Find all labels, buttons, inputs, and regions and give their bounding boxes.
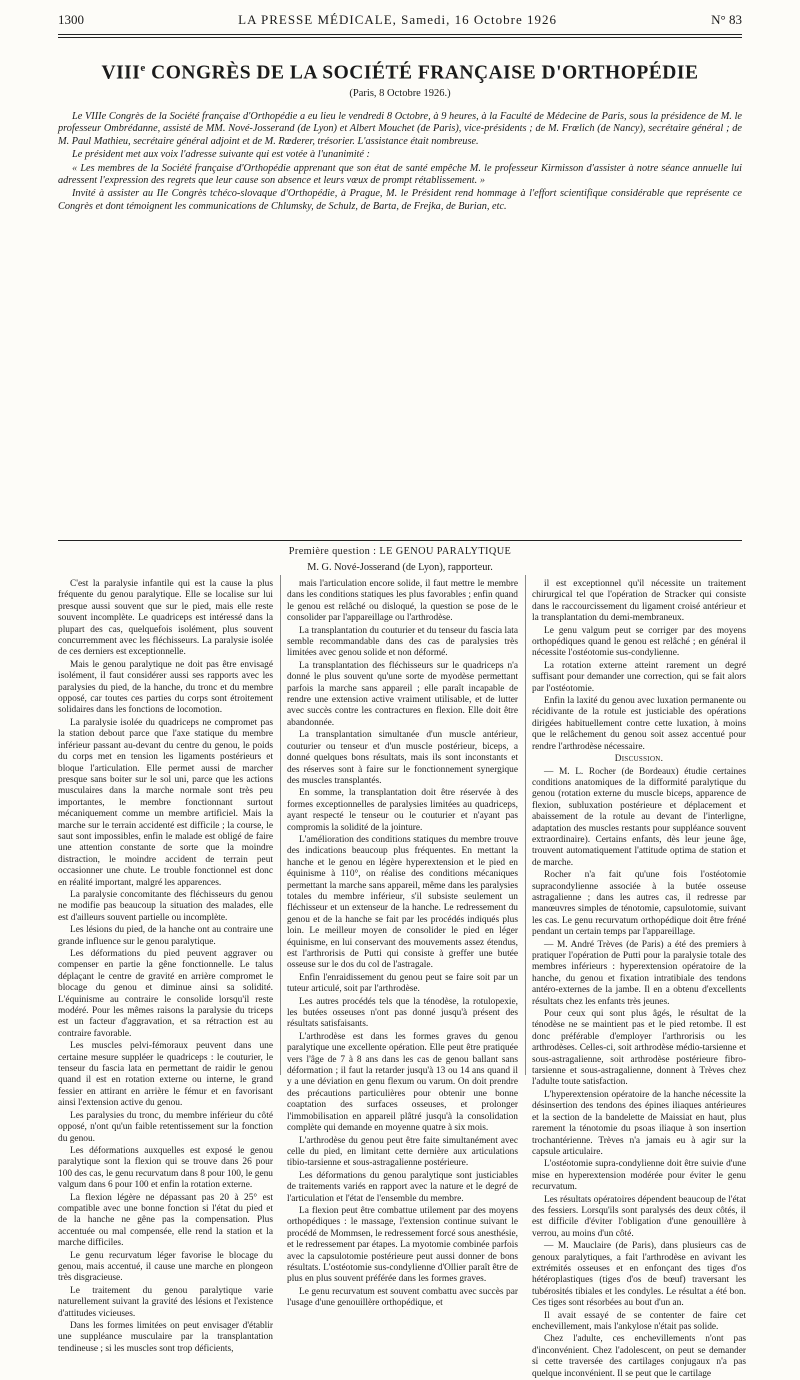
- paragraph: La transplantation simultanée d'un muscle antérieur, couturier ou tenseur et d'un muscle postérieur, biceps, a donné quelques bons résultats, mais ils sont inconstants et des réserves sont à faire sur le fonctionnement synergique des muscles transplantés.: [287, 730, 518, 786]
- paragraph: Mais le genou paralytique ne doit pas être envisagé isolément, il faut considérer aussi ses rapports avec les paralysies du pied, de la hanche, du tronc et du membre opposé, car toutes ces parties du corps sont étroitement solidaires dans les fonctions de locomotion.: [58, 659, 273, 716]
- paragraph: La rotation externe atteint rarement un degré suffisant pour demander une correction, qui se fait alors par l'ostéotomie.: [532, 660, 746, 694]
- issue-number: N° 83: [711, 12, 742, 27]
- page-header: [58, 12, 742, 32]
- paragraph: La paralysie concomitante des fléchisseurs du genou ne modifie pas beaucoup la situation des malades, elle est d'ailleurs souvent partielle ou incomplète.: [58, 889, 273, 923]
- paragraph: C'est la paralysie infantile qui est la cause la plus fréquente du genou paralytique. Elle se localise sur lui presque aussi souvent que sur le pied, mais elle reste souvent incomplète. Le quadriceps est intéressé dans la plupart des cas, quelquefois isolément, plus souvent concurremment avec les fléchisseurs. La paralysie isolée de ces derniers est exceptionnelle.: [58, 579, 273, 658]
- paragraph: Le genu recurvatum est souvent combattu avec succès par l'usage d'une genouillère orthopédique, et: [287, 1286, 518, 1309]
- paragraph: Rocher n'a fait qu'une fois l'ostéotomie supracondylienne associée à la butée osseuse astragalienne ; dans les autres cas, il redresse par manœuvres simples de ténotomie, capsulotomie, suivant les cas. Le genu recurvatum orthopédique doit être fréné pendant un certain temps par l'appareillage.: [532, 870, 746, 938]
- paragraph: L'amélioration des conditions statiques du membre trouve des indications beaucoup plus fréquentes. En mettant la hanche et le genou en légère hyperextension et le pied en équinisme à 110°, on réalise des conditions mécaniques permettant la marche sans appareil, même dans les paralysies totales du membre inférieur, s'il subsiste seulement un fléchisseur et un extenseur de la hanche. Le redressement du genou et de la hanche se fait par les procédés indiqués plus loin. Le meilleur moyen de consolider le pied en léger équinisme, en lui conservant des mouvements assez étendus, est l'arthrorisis de Putti qui consiste à greffer une butée osseuse sur le dos du col de l'astragale.: [287, 834, 518, 971]
- paragraph: il est exceptionnel qu'il nécessite un traitement chirurgical tel que l'opération de Stracker qui consiste dans le raccourcissement du ligament croisé antérieur et la transplantation du demi-membraneux.: [532, 579, 746, 624]
- paragraph: Les déformations du pied peuvent aggraver ou compenser en partie la gêne fonctionnelle. Le talus déplaçant le centre de gravité en arrière compromet le blocage du genou et diminue ainsi sa solidité. L'équinisme au contraire le consolide lorsqu'il reste modéré. Pour les mêmes raisons la paralysie du triceps est un facteur d'aggravation, et sa rétraction est au contraire favorable.: [58, 949, 273, 1039]
- paragraph: L'arthrodèse du genou peut être faite simultanément avec celle du pied, en limitant cette dernière aux articulations tibio-tarsienne et sous-astragalienne postérieure.: [287, 1135, 518, 1169]
- paragraph: Les lésions du pied, de la hanche ont au contraire une grande influence sur le genou paralytique.: [58, 925, 273, 947]
- paragraph: L'arthrodèse est dans les formes graves du genou paralytique une excellente opération. Elle peut être pratiquée vers l'âge de 7 à 8 ans dans les cas de genou ballant sans déformation ; il faut la retarder jusqu'à 13 ou 14 ans quand il y a une déviation en genu flexum ou varum. On doit prendre des précautions particulières pour obtenir une bonne coaptation des surfaces osseuses, et prolonger l'immobilisation en appareil plâtré jusqu'à la consolidation complète qui demande en moyenne quatre à six mois.: [287, 1031, 518, 1134]
- congress-title: VIIIe CONGRÈS DE LA SOCIÉTÉ FRANÇAISE D'ORTHOPÉDIE: [101, 62, 699, 84]
- paragraph: Enfin la laxité du genou avec luxation permanente ou récidivante de la rotule est justiciable des opérations dirigées habituellement contre cette luxation, à moins que le relâchement du genou soit assez accentué pour rendre l'arthrodèse nécessaire.: [532, 696, 746, 752]
- reporter-line: M. G. Nové-Josserand (de Lyon), rapporteur.: [307, 562, 493, 573]
- paragraph: Les résultats opératoires dépendent beaucoup de l'état des fessiers. Lorsqu'ils sont paralysés des deux côtés, il est difficile d'éviter l'obligation d'une genouillère à verrou, au moins d'un côté.: [532, 1194, 746, 1239]
- paragraph: L'hyperextension opératoire de la hanche nécessite la désinsertion des tendons des épines iliaques antérieures et la section de la bandelette de Maissiat en haut, plus rarement la ténotomie du psoas iliaque à son insertion trochantérienne. Trèves n'a jamais eu à agir sur la capsule articulaire.: [532, 1089, 746, 1157]
- paragraph: — M. André Trèves (de Paris) a été des premiers à pratiquer l'opération de Putti pour la paralysie totale des membres inférieurs : hyperextension opératoire de la hanche, du genou et fixation intratibiale des tendons antéro-externes de la jambe. Il en a obtenu d'excellents résultats chez les enfants très jeunes.: [532, 939, 746, 1007]
- intro-block: [58, 111, 742, 214]
- paragraph: La flexion légère ne dépassant pas 20 à 25° est compatible avec une bonne fonction si l'état du pied et de la hanche ne gêne pas la compensation. Plus accentuée ou mal compensée, elle rend la station et la marche difficiles.: [58, 1192, 273, 1249]
- paragraph: La transplantation des fléchisseurs sur le quadriceps n'a donné le plus souvent qu'une sorte de myodèse permettant parfois la marche sans appareil ; elle paraît incapable de rendre une extension active vraiment utilisable, et de lutter avec succès contre les contractures en flexion. Elle doit être abandonnée.: [287, 660, 518, 728]
- section-rule: [58, 540, 742, 541]
- intro-paragraph: Invité à assister au IIe Congrès tchéco-slovaque d'Orthopédie, à Prague, M. le Président rend hommage à l'effort scientifique considérable que représente ce Congrès et dont témoignent les communications de Chlumsky, de Schulz, de Barta, de Frejka, de Burian, etc.: [58, 188, 742, 212]
- paragraph: — M. Mauclaire (de Paris), dans plusieurs cas de genoux paralytiques, a fait l'arthrodèse en avivant les extrémités osseuses et en enfonçant des tiges d'os hétéroplastiques (tiges d'os de bœuf) traversant les tubérosités tibiales et les condyles. Le résultat a été bon. Ces tiges sont résorbées au bout d'un an.: [532, 1241, 746, 1309]
- paragraph: La transplantation du couturier et du tenseur du fascia lata semble recommandable dans des cas de paralysies très limitées avec genou solide et non déformé.: [287, 625, 518, 659]
- header-rule-2: [58, 37, 742, 38]
- paragraph: Le traitement du genou paralytique varie naturellement suivant la gravité des lésions et l'existence d'attitudes vicieuses.: [58, 1285, 273, 1319]
- paragraph: Il avait essayé de se contenter de faire cet enchevillement, mais l'ankylose n'était pas solide.: [532, 1310, 746, 1332]
- paragraph: En somme, la transplantation doit être réservée à des formes exceptionnelles de paralysies limitées au quadriceps, ayant respecté le tenseur ou le couturier et n'ayant pas compromis la solidité de la jointure.: [287, 788, 518, 833]
- paragraph: Le genu valgum peut se corriger par des moyens orthopédiques quand le genou est relâché ; en général il nécessite l'ostéotomie sus-condylienne.: [532, 625, 746, 659]
- intro-paragraph: Le VIIIe Congrès de la Société française d'Orthopédie a eu lieu le vendredi 8 Octobre, à 9 heures, à la Faculté de Médecine de Paris, sous la présidence de M. le professeur Ombrédanne, assisté de MM. Nové-Josserand (de Lyon) et Albert Mouchet (de Paris), vice-présidents ; de M. Frœlich (de Nancy), secrétaire général ; de M. Paul Mathieu, secrétaire général adjoint et de M. Rœderer, trésorier. L'assistance était nombreuse.: [58, 111, 742, 147]
- paragraph: mais l'articulation encore solide, il faut mettre le membre dans les conditions statiques les plus favorables ; enfin quand le genou est relâché ou disloqué, la question se pose de le consolider par l'appareillage ou l'arthrodèse.: [287, 579, 518, 624]
- paragraph: Dans les formes limitées on peut envisager d'établir une suppléance musculaire par la transplantation tendineuse ; si les muscles sont trop déficients,: [58, 1321, 273, 1354]
- column-left: [58, 579, 273, 1354]
- discussion-heading: Discussion.: [614, 754, 664, 765]
- masthead: LA PRESSE MÉDICALE, Samedi, 16 Octobre 1926: [238, 12, 558, 27]
- column-divider: [525, 575, 526, 1075]
- paragraph: La flexion peut être combattue utilement par des moyens orthopédiques : le massage, l'extension continue suivant le procédé de Mommsen, le redressement forcé sous anesthésie, et le redressement par étapes. La myotomie combinée parfois avec la capsulotomie postérieure peut aussi donner de bons résultats. L'ostéotomie sus-condylienne d'Ollier paraît être de plus en plus souvent préférée dans les formes graves.: [287, 1205, 518, 1285]
- header-rule: [58, 34, 742, 35]
- paragraph: La paralysie isolée du quadriceps ne compromet pas la station debout parce que l'axe statique du membre inférieur passant au-devant du centre du genou, le poids du corps met en tension les ligaments postérieurs et bloque l'articulation. Elle permet aussi de marcher presque sans boiter sur le sol uni, parce que les actions musculaires dans la marche normale sont très peu importantes, le membre fonctionnant surtout mécaniquement comme un membre artificiel. Mais la marche sur le terrain accidenté est difficile ; la course, le saut sont impossibles, enfin le malade est obligé de faire une attention constante de sorte que la moindre distraction, le moindre accident de terrain peut occasionner une chute. Le trouble fonctionnel est donc en réalité important, malgré les apparences.: [58, 717, 273, 888]
- question-heading: Première question : LE GENOU PARALYTIQUE: [288, 546, 512, 557]
- intro-paragraph: « Les membres de la Société française d'Orthopédie apprenant que son état de santé empêche M. le professeur Kirmisson d'assister à notre séance annuelle lui adressent l'expression des regrets que leur cause son absence et leurs vœux de prompt rétablissement. »: [58, 162, 742, 187]
- column-right: [532, 579, 746, 1379]
- congress-date: (Paris, 8 Octobre 1926.): [349, 88, 451, 99]
- paragraph: Les muscles pelvi-fémoraux peuvent dans une certaine mesure suppléer le quadriceps : le couturier, le tenseur du fascia lata en permettant de raidir le genou quand il est en rotation externe ou interne, le grand fessier en attirant en arrière le fémur et en favorisant ainsi l'extension active du genou.: [58, 1041, 273, 1109]
- paragraph: Pour ceux qui sont plus âgés, le résultat de la ténodèse ne se maintient pas et le pied retombe. Il est donc préférable d'employer l'arthrorisis ou les arthrodèses. Celles-ci, soit arthrodèse médio-tarsienne et sous-astragalienne, soit arthrodèse postérieure fibro-tarsienne et sous-astragalienne, donnent à Trèves chez l'adulte toute satisfaction.: [532, 1009, 746, 1088]
- paragraph: Enfin l'enraidissement du genou peut se faire soit par un tuteur articulé, soit par l'arthrodèse.: [287, 972, 518, 995]
- paragraph: — M. L. Rocher (de Bordeaux) étudie certaines conditions anatomiques de la difformité paralytique du genou (rotation externe du muscle biceps, apparence de flexion, subluxation postérieure et déplacement et abaissement de la rotule au devant de l'interligne, adaptation des muscles restants pour suppléance souvent extraordinaire). Certains enfants, dès leur jeune âge, trouvent automatiquement l'attitude optima de station et de marche.: [532, 766, 746, 868]
- paragraph: Chez l'adulte, ces enchevillements n'ont pas d'inconvénient. Chez l'adolescent, on peut se demander si cette traversée des cartilages conjugaux n'a pas quelque inconvénient. Il se peut que le cartilage: [532, 1334, 746, 1379]
- paragraph: Les déformations auxquelles est exposé le genou paralytique sont la flexion qui se trouve dans 26 pour 100 des cas, le genu recurvatum dans 8 pour 100, le genu valgum dans 6 pour 100 et enfin la rotation externe.: [58, 1145, 273, 1191]
- paragraph: Le genu recurvatum léger favorise le blocage du genou, mais accentué, il cause une marche en plongeon très disgracieuse.: [58, 1250, 273, 1284]
- intro-paragraph: Le président met aux voix l'adresse suivante qui est votée à l'unanimité :: [72, 149, 370, 161]
- paragraph: Les déformations du genou paralytique sont justiciables de traitements variés en rapport avec la nature et le degré de l'articulation et l'état de l'ensemble du membre.: [287, 1170, 518, 1204]
- column-middle: [287, 579, 518, 1309]
- page-number: 1300: [58, 12, 84, 27]
- column-divider: [280, 575, 281, 1075]
- paragraph: L'ostéotomie supra-condylienne doit être suivie d'une mise en hyperextension modérée pour éviter le genu recurvatum.: [532, 1159, 746, 1193]
- paragraph: Les paralysies du tronc, du membre inférieur du côté opposé, n'ont qu'un faible retentissement sur la fonction du genou.: [58, 1110, 273, 1144]
- paragraph: Les autres procédés tels que la ténodèse, la rotulopexie, les butées osseuses n'ont pas donné jusqu'à présent des résultats satisfaisants.: [287, 996, 518, 1030]
